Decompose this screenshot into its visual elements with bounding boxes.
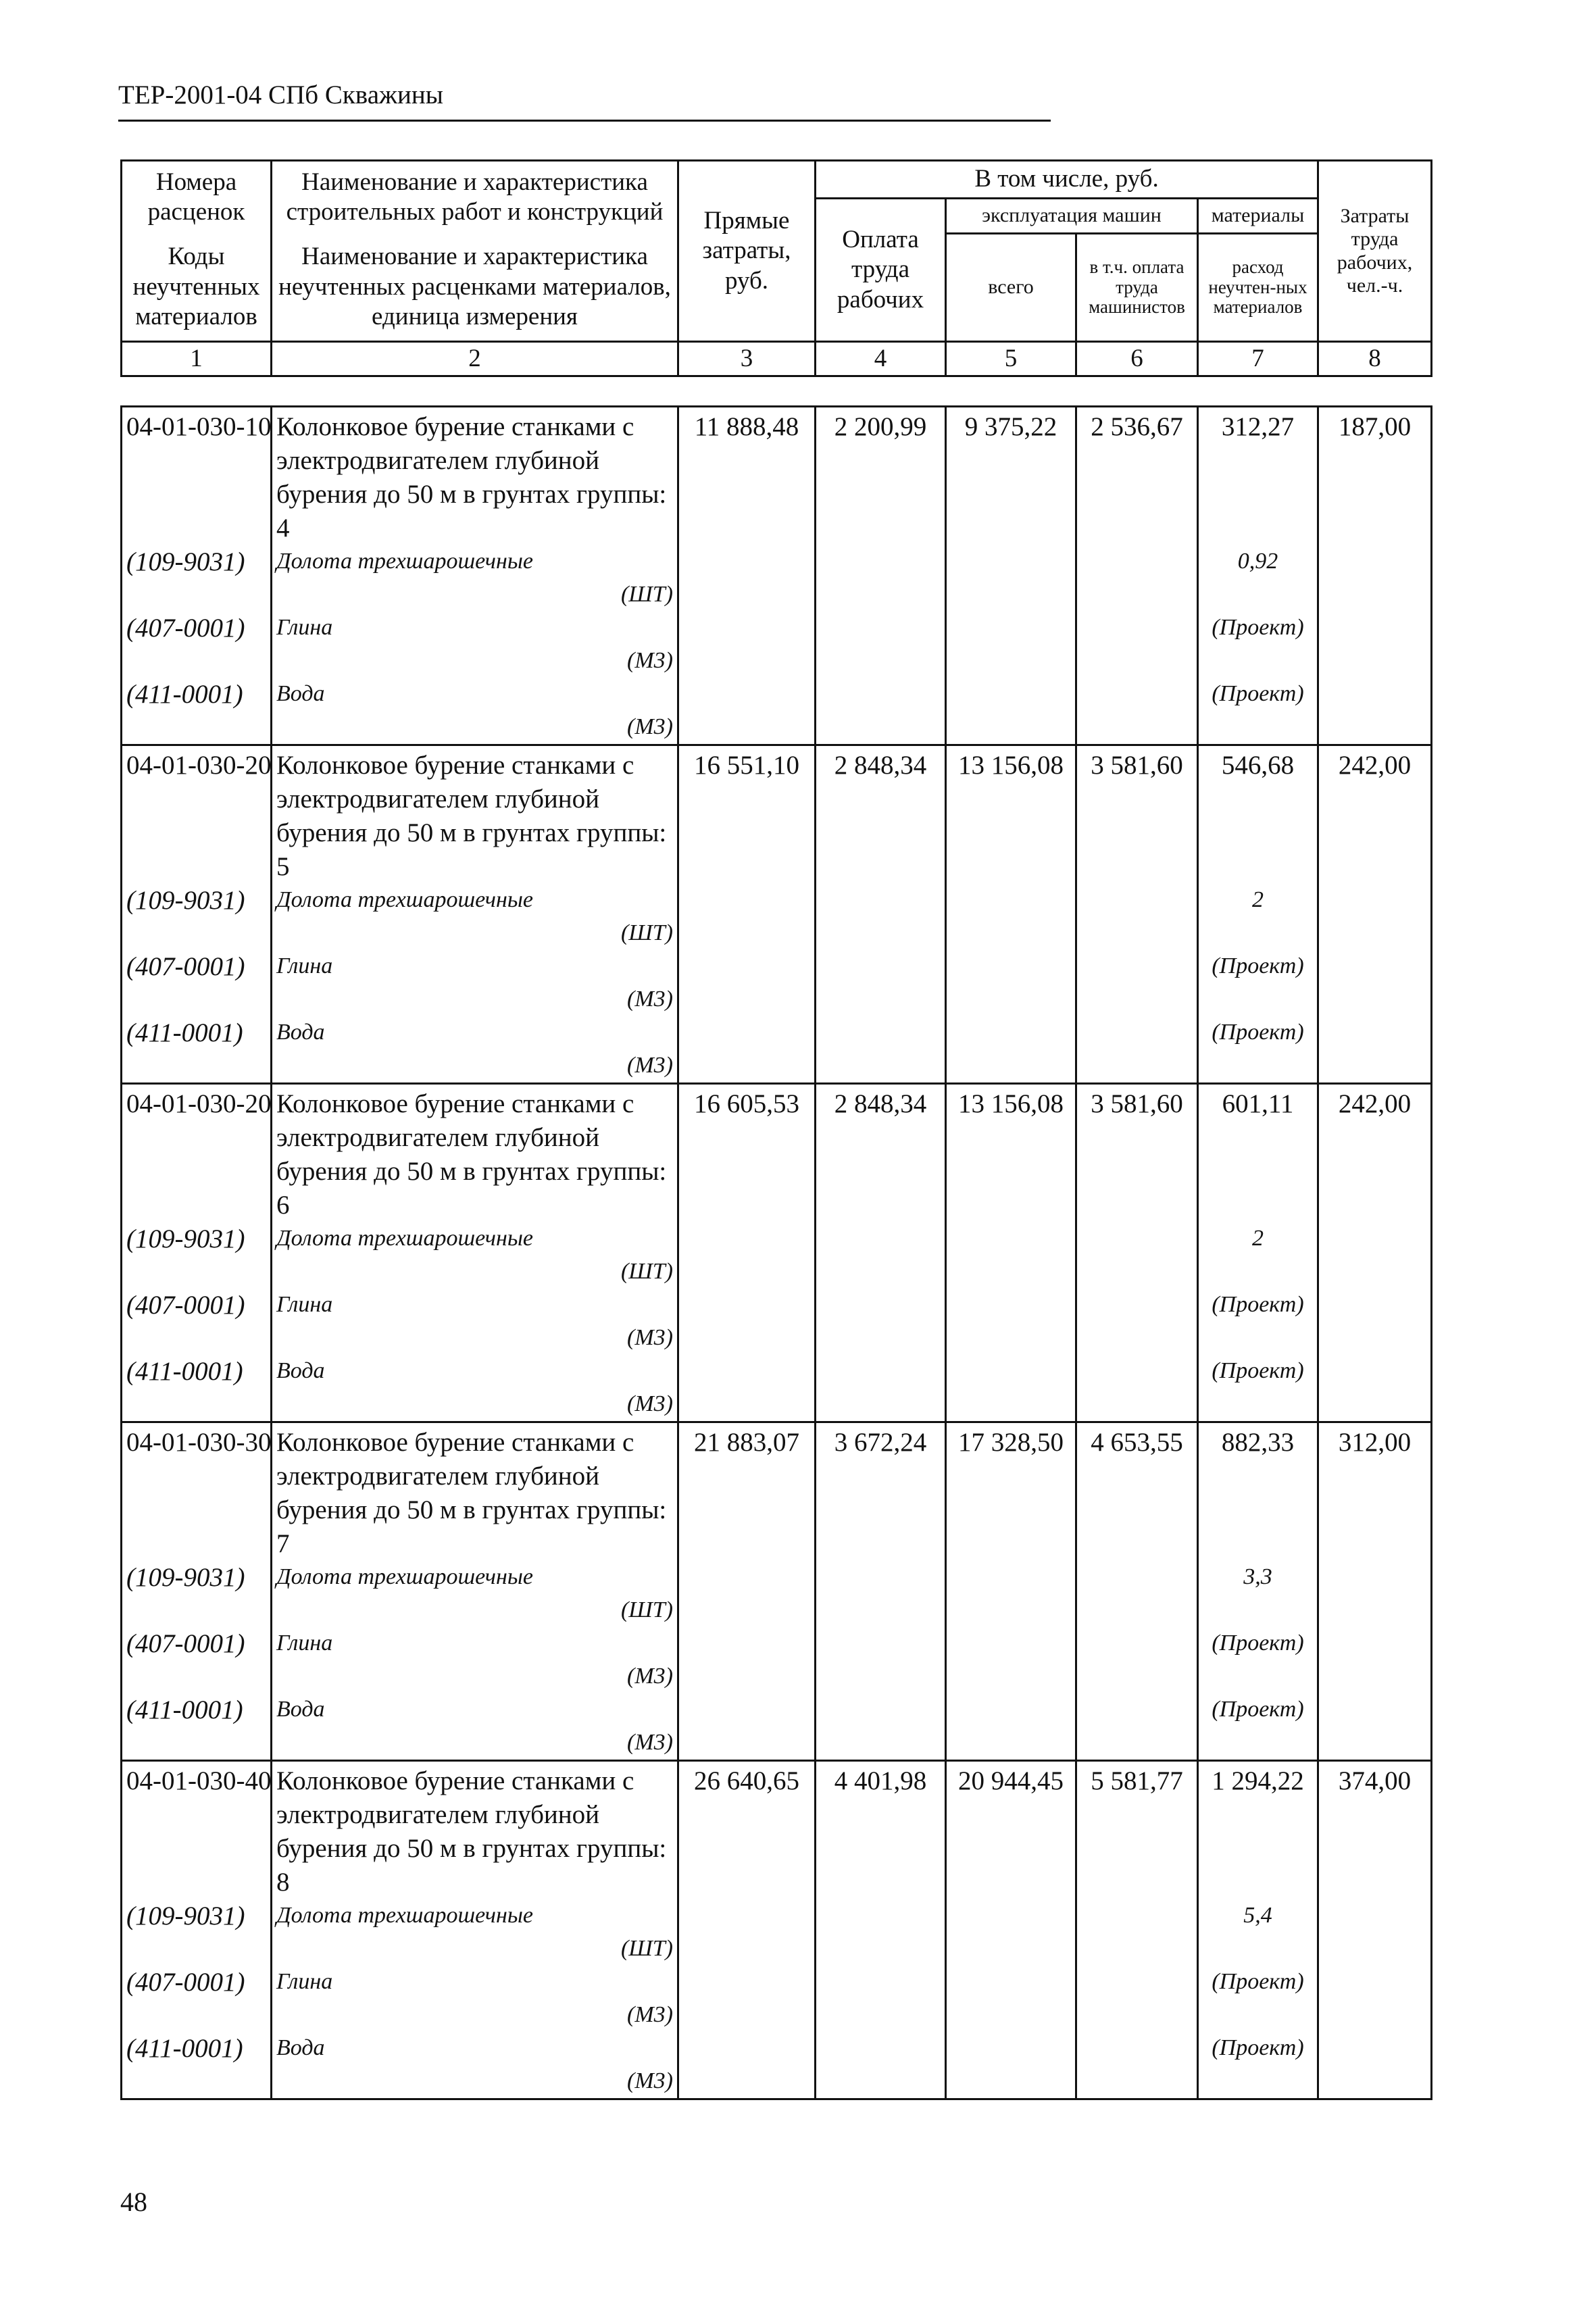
material-unit: (М3) <box>627 1664 673 1689</box>
material-name: Долота трехшарошечные <box>276 887 533 912</box>
material-amount: (Проект) <box>1212 1020 1304 1045</box>
material-row <box>122 1966 1432 2032</box>
material-amount-cell <box>1198 950 1318 1016</box>
material-amount-cell <box>1198 612 1318 678</box>
material-amount-cell <box>1198 678 1318 745</box>
empty-cell <box>1076 1693 1198 1761</box>
empty-cell <box>1318 1627 1432 1693</box>
empty-cell <box>816 1899 946 1966</box>
material-code: (109-9031) <box>122 884 272 950</box>
material-name: Вода <box>276 1020 325 1045</box>
material-row <box>122 1693 1432 1761</box>
material-amount-cell <box>1198 1966 1318 2032</box>
empty-cell <box>1076 545 1198 612</box>
material-unit: (ШТ) <box>620 582 673 607</box>
rate-code: 04-01-030-40 <box>122 1761 272 1900</box>
material-unit: (М3) <box>627 2002 673 2027</box>
material-unit: (ШТ) <box>620 1597 673 1622</box>
machines-total: 13 156,08 <box>946 745 1076 885</box>
empty-cell <box>1318 1355 1432 1422</box>
material-unit: (ШТ) <box>620 1259 673 1284</box>
material-amount-cell <box>1198 1899 1318 1966</box>
material-unit: (М3) <box>627 714 673 739</box>
material-row <box>122 678 1432 745</box>
material-row <box>122 950 1432 1016</box>
header-operator-wages: в т.ч. оплата труда машинистов <box>1076 234 1198 342</box>
material-row <box>122 1222 1432 1289</box>
material-cell <box>272 884 678 950</box>
material-amount-cell <box>1198 2032 1318 2099</box>
material-row <box>122 545 1432 612</box>
header-material-names: Наименование и характеристика неучтенных расценками материалов, единица измерения <box>272 234 678 342</box>
empty-cell <box>678 545 816 612</box>
machines-total: 9 375,22 <box>946 407 1076 546</box>
direct-costs: 26 640,65 <box>678 1761 816 1900</box>
empty-cell <box>678 884 816 950</box>
material-name: Вода <box>276 1697 325 1722</box>
machines-total: 20 944,45 <box>946 1761 1076 1900</box>
material-amount-cell <box>1198 1355 1318 1422</box>
material-code: (109-9031) <box>122 545 272 612</box>
empty-cell <box>946 1561 1076 1627</box>
material-name: Глина <box>276 615 333 640</box>
rate-code: 04-01-030-20 <box>122 1084 272 1223</box>
empty-cell <box>1076 1899 1198 1966</box>
empty-cell <box>1318 1222 1432 1289</box>
column-number: 7 <box>1198 342 1318 376</box>
empty-cell <box>816 545 946 612</box>
material-unit: (М3) <box>627 2068 673 2093</box>
empty-cell <box>946 1289 1076 1355</box>
empty-cell <box>946 1966 1076 2032</box>
empty-cell <box>816 1222 946 1289</box>
material-name: Глина <box>276 1969 333 1994</box>
column-number: 5 <box>946 342 1076 376</box>
labor-hours: 312,00 <box>1318 1422 1432 1562</box>
material-amount: (Проект) <box>1212 2035 1304 2060</box>
empty-cell <box>946 884 1076 950</box>
empty-cell <box>678 2032 816 2099</box>
material-name: Долота трехшарошечные <box>276 1564 533 1589</box>
page-number: 48 <box>120 2187 147 2217</box>
empty-cell <box>678 950 816 1016</box>
material-cell <box>272 1016 678 1084</box>
empty-cell <box>1076 1355 1198 1422</box>
material-cell <box>272 1561 678 1627</box>
empty-cell <box>946 1355 1076 1422</box>
column-number: 6 <box>1076 342 1198 376</box>
material-row <box>122 1355 1432 1422</box>
material-code: (109-9031) <box>122 1222 272 1289</box>
empty-cell <box>1076 1561 1198 1627</box>
material-code: (411-0001) <box>122 1355 272 1422</box>
empty-cell <box>816 884 946 950</box>
empty-cell <box>816 678 946 745</box>
header-rate-numbers: Номера расценок <box>122 161 272 234</box>
material-code: (109-9031) <box>122 1899 272 1966</box>
material-amount: (Проект) <box>1212 1969 1304 1994</box>
material-amount: (Проект) <box>1212 1292 1304 1317</box>
material-code: (407-0001) <box>122 1289 272 1355</box>
empty-cell <box>1318 2032 1432 2099</box>
empty-cell <box>816 1966 946 2032</box>
header-work-name: Наименование и характеристика строительных работ и конструкций <box>272 161 678 234</box>
material-row <box>122 1899 1432 1966</box>
empty-cell <box>1076 1966 1198 2032</box>
empty-cell <box>678 1016 816 1084</box>
material-amount-cell <box>1198 1289 1318 1355</box>
column-number: 4 <box>816 342 946 376</box>
operator-wages: 4 653,55 <box>1076 1422 1198 1562</box>
machines-total: 13 156,08 <box>946 1084 1076 1223</box>
column-number: 1 <box>122 342 272 376</box>
material-amount: 5,4 <box>1243 1903 1272 1928</box>
empty-cell <box>946 1693 1076 1761</box>
materials-cost: 546,68 <box>1198 745 1318 885</box>
empty-cell <box>946 950 1076 1016</box>
material-name: Долота трехшарошечные <box>276 549 533 574</box>
empty-cell <box>946 2032 1076 2099</box>
column-number: 2 <box>272 342 678 376</box>
material-code: (411-0001) <box>122 2032 272 2099</box>
material-amount-cell <box>1198 545 1318 612</box>
material-amount: (Проект) <box>1212 1697 1304 1722</box>
material-name: Глина <box>276 953 333 978</box>
empty-cell <box>946 545 1076 612</box>
empty-cell <box>816 950 946 1016</box>
material-cell <box>272 612 678 678</box>
empty-cell <box>1076 950 1198 1016</box>
header-labor-wages: Оплата труда рабочих <box>816 199 946 342</box>
labor-wages: 3 672,24 <box>816 1422 946 1562</box>
empty-cell <box>946 1016 1076 1084</box>
material-cell <box>272 1899 678 1966</box>
labor-wages: 2 848,34 <box>816 745 946 885</box>
material-cell <box>272 545 678 612</box>
direct-costs: 11 888,48 <box>678 407 816 546</box>
material-amount: 0,92 <box>1237 549 1278 574</box>
empty-cell <box>1318 884 1432 950</box>
material-amount: (Проект) <box>1212 681 1304 706</box>
empty-cell <box>946 1627 1076 1693</box>
labor-wages: 2 200,99 <box>816 407 946 546</box>
material-cell <box>272 1693 678 1761</box>
material-unit: (М3) <box>627 1391 673 1416</box>
material-row <box>122 1289 1432 1355</box>
empty-cell <box>816 1627 946 1693</box>
material-amount: (Проект) <box>1212 1631 1304 1656</box>
work-description: Колонковое бурение станками с электродвигателем глубиной бурения до 50 м в грунтах группы: 8 <box>272 1761 678 1900</box>
empty-cell <box>816 612 946 678</box>
direct-costs: 16 551,10 <box>678 745 816 885</box>
material-amount-cell <box>1198 1222 1318 1289</box>
material-amount-cell <box>1198 1016 1318 1084</box>
empty-cell <box>946 612 1076 678</box>
material-amount-cell <box>1198 884 1318 950</box>
material-code: (411-0001) <box>122 1016 272 1084</box>
empty-cell <box>1076 1289 1198 1355</box>
empty-cell <box>1318 545 1432 612</box>
material-cell <box>272 678 678 745</box>
empty-cell <box>678 1966 816 2032</box>
materials-cost: 601,11 <box>1198 1084 1318 1223</box>
material-code: (407-0001) <box>122 950 272 1016</box>
material-code: (407-0001) <box>122 612 272 678</box>
material-row <box>122 612 1432 678</box>
empty-cell <box>1076 1222 1198 1289</box>
empty-cell <box>678 1222 816 1289</box>
work-description: Колонковое бурение станками с электродвигателем глубиной бурения до 50 м в грунтах группы: 5 <box>272 745 678 885</box>
header-unaccounted-materials: расход неучтен-ных материалов <box>1198 234 1318 342</box>
empty-cell <box>816 1355 946 1422</box>
work-description: Колонковое бурение станками с электродвигателем глубиной бурения до 50 м в грунтах группы: 6 <box>272 1084 678 1223</box>
material-amount: 2 <box>1252 887 1264 912</box>
empty-cell <box>1318 1016 1432 1084</box>
material-name: Вода <box>276 2035 325 2060</box>
labor-wages: 2 848,34 <box>816 1084 946 1223</box>
column-number: 8 <box>1318 342 1432 376</box>
empty-cell <box>1318 950 1432 1016</box>
material-row <box>122 1561 1432 1627</box>
material-amount: (Проект) <box>1212 1358 1304 1383</box>
material-name: Долота трехшарошечные <box>276 1903 533 1928</box>
work-description: Колонковое бурение станками с электродвигателем глубиной бурения до 50 м в грунтах группы: 4 <box>272 407 678 546</box>
empty-cell <box>1318 1289 1432 1355</box>
labor-hours: 187,00 <box>1318 407 1432 546</box>
material-cell <box>272 1289 678 1355</box>
labor-hours: 242,00 <box>1318 1084 1432 1223</box>
empty-cell <box>946 1222 1076 1289</box>
empty-cell <box>1076 1016 1198 1084</box>
header-materials-group: материалы <box>1198 199 1318 234</box>
empty-cell <box>678 1627 816 1693</box>
rate-code: 04-01-030-20 <box>122 745 272 885</box>
table-row <box>122 745 1432 885</box>
operator-wages: 5 581,77 <box>1076 1761 1198 1900</box>
column-number: 3 <box>678 342 816 376</box>
operator-wages: 3 581,60 <box>1076 1084 1198 1223</box>
material-unit: (М3) <box>627 1730 673 1755</box>
operator-wages: 2 536,67 <box>1076 407 1198 546</box>
material-row <box>122 1627 1432 1693</box>
material-row <box>122 1016 1432 1084</box>
empty-cell <box>678 1693 816 1761</box>
material-cell <box>272 1966 678 2032</box>
labor-hours: 242,00 <box>1318 745 1432 885</box>
table-row <box>122 1084 1432 1223</box>
empty-cell <box>1318 1561 1432 1627</box>
material-amount: (Проект) <box>1212 953 1304 978</box>
material-name: Долота трехшарошечные <box>276 1226 533 1251</box>
direct-costs: 21 883,07 <box>678 1422 816 1562</box>
machines-total: 17 328,50 <box>946 1422 1076 1562</box>
empty-cell <box>816 1693 946 1761</box>
rates-table <box>120 405 1432 2100</box>
material-unit: (М3) <box>627 987 673 1012</box>
material-row <box>122 2032 1432 2099</box>
table-header <box>120 159 1432 377</box>
material-unit: (М3) <box>627 648 673 673</box>
title-rule <box>118 120 1051 122</box>
empty-cell <box>1318 678 1432 745</box>
material-name: Глина <box>276 1631 333 1656</box>
material-code: (411-0001) <box>122 1693 272 1761</box>
empty-cell <box>816 2032 946 2099</box>
empty-cell <box>816 1561 946 1627</box>
table-row <box>122 407 1432 546</box>
empty-cell <box>1076 2032 1198 2099</box>
material-unit: (М3) <box>627 1325 673 1350</box>
material-name: Глина <box>276 1292 333 1317</box>
material-cell <box>272 1355 678 1422</box>
labor-hours: 374,00 <box>1318 1761 1432 1900</box>
material-cell <box>272 1627 678 1693</box>
empty-cell <box>678 1899 816 1966</box>
empty-cell <box>678 1561 816 1627</box>
material-amount-cell <box>1198 1627 1318 1693</box>
material-unit: (М3) <box>627 1053 673 1078</box>
material-unit: (ШТ) <box>620 1936 673 1961</box>
material-cell <box>272 1222 678 1289</box>
empty-cell <box>1076 678 1198 745</box>
empty-cell <box>1318 1966 1432 2032</box>
table-row <box>122 1422 1432 1562</box>
empty-cell <box>1076 884 1198 950</box>
operator-wages: 3 581,60 <box>1076 745 1198 885</box>
materials-cost: 1 294,22 <box>1198 1761 1318 1900</box>
material-name: Вода <box>276 1358 325 1383</box>
material-amount-cell <box>1198 1693 1318 1761</box>
empty-cell <box>816 1016 946 1084</box>
materials-cost: 882,33 <box>1198 1422 1318 1562</box>
rate-code: 04-01-030-30 <box>122 1422 272 1562</box>
material-amount: 3,3 <box>1243 1564 1272 1589</box>
empty-cell <box>1076 612 1198 678</box>
empty-cell <box>678 1289 816 1355</box>
work-description: Колонковое бурение станками с электродвигателем глубиной бурения до 50 м в грунтах группы: 7 <box>272 1422 678 1562</box>
empty-cell <box>678 612 816 678</box>
header-machines-group: эксплуатация машин <box>946 199 1198 234</box>
material-amount-cell <box>1198 1561 1318 1627</box>
empty-cell <box>678 1355 816 1422</box>
material-amount: 2 <box>1252 1226 1264 1251</box>
header-machines-total: всего <box>946 234 1076 342</box>
empty-cell <box>678 678 816 745</box>
empty-cell <box>946 678 1076 745</box>
material-cell <box>272 2032 678 2099</box>
rate-code: 04-01-030-10 <box>122 407 272 546</box>
direct-costs: 16 605,53 <box>678 1084 816 1223</box>
empty-cell <box>1318 1693 1432 1761</box>
material-amount: (Проект) <box>1212 615 1304 640</box>
empty-cell <box>1318 1899 1432 1966</box>
labor-wages: 4 401,98 <box>816 1761 946 1900</box>
header-direct-costs: Прямые затраты, руб. <box>678 161 816 342</box>
empty-cell <box>1318 612 1432 678</box>
material-code: (407-0001) <box>122 1627 272 1693</box>
table-row <box>122 1761 1432 1900</box>
header-labor-hours: Затраты труда рабочих, чел.-ч. <box>1318 161 1432 342</box>
running-title: ТЕР-2001-04 СПб Скважины <box>118 80 443 109</box>
material-name: Вода <box>276 681 325 706</box>
header-column-numbers <box>122 342 1432 376</box>
header-material-codes: Коды неучтенных материалов <box>122 234 272 342</box>
material-code: (407-0001) <box>122 1966 272 2032</box>
empty-cell <box>946 1899 1076 1966</box>
header-including-group: В том числе, руб. <box>816 161 1318 199</box>
material-row <box>122 884 1432 950</box>
material-unit: (ШТ) <box>620 920 673 945</box>
material-cell <box>272 950 678 1016</box>
materials-cost: 312,27 <box>1198 407 1318 546</box>
empty-cell <box>816 1289 946 1355</box>
material-code: (109-9031) <box>122 1561 272 1627</box>
material-code: (411-0001) <box>122 678 272 745</box>
empty-cell <box>1076 1627 1198 1693</box>
